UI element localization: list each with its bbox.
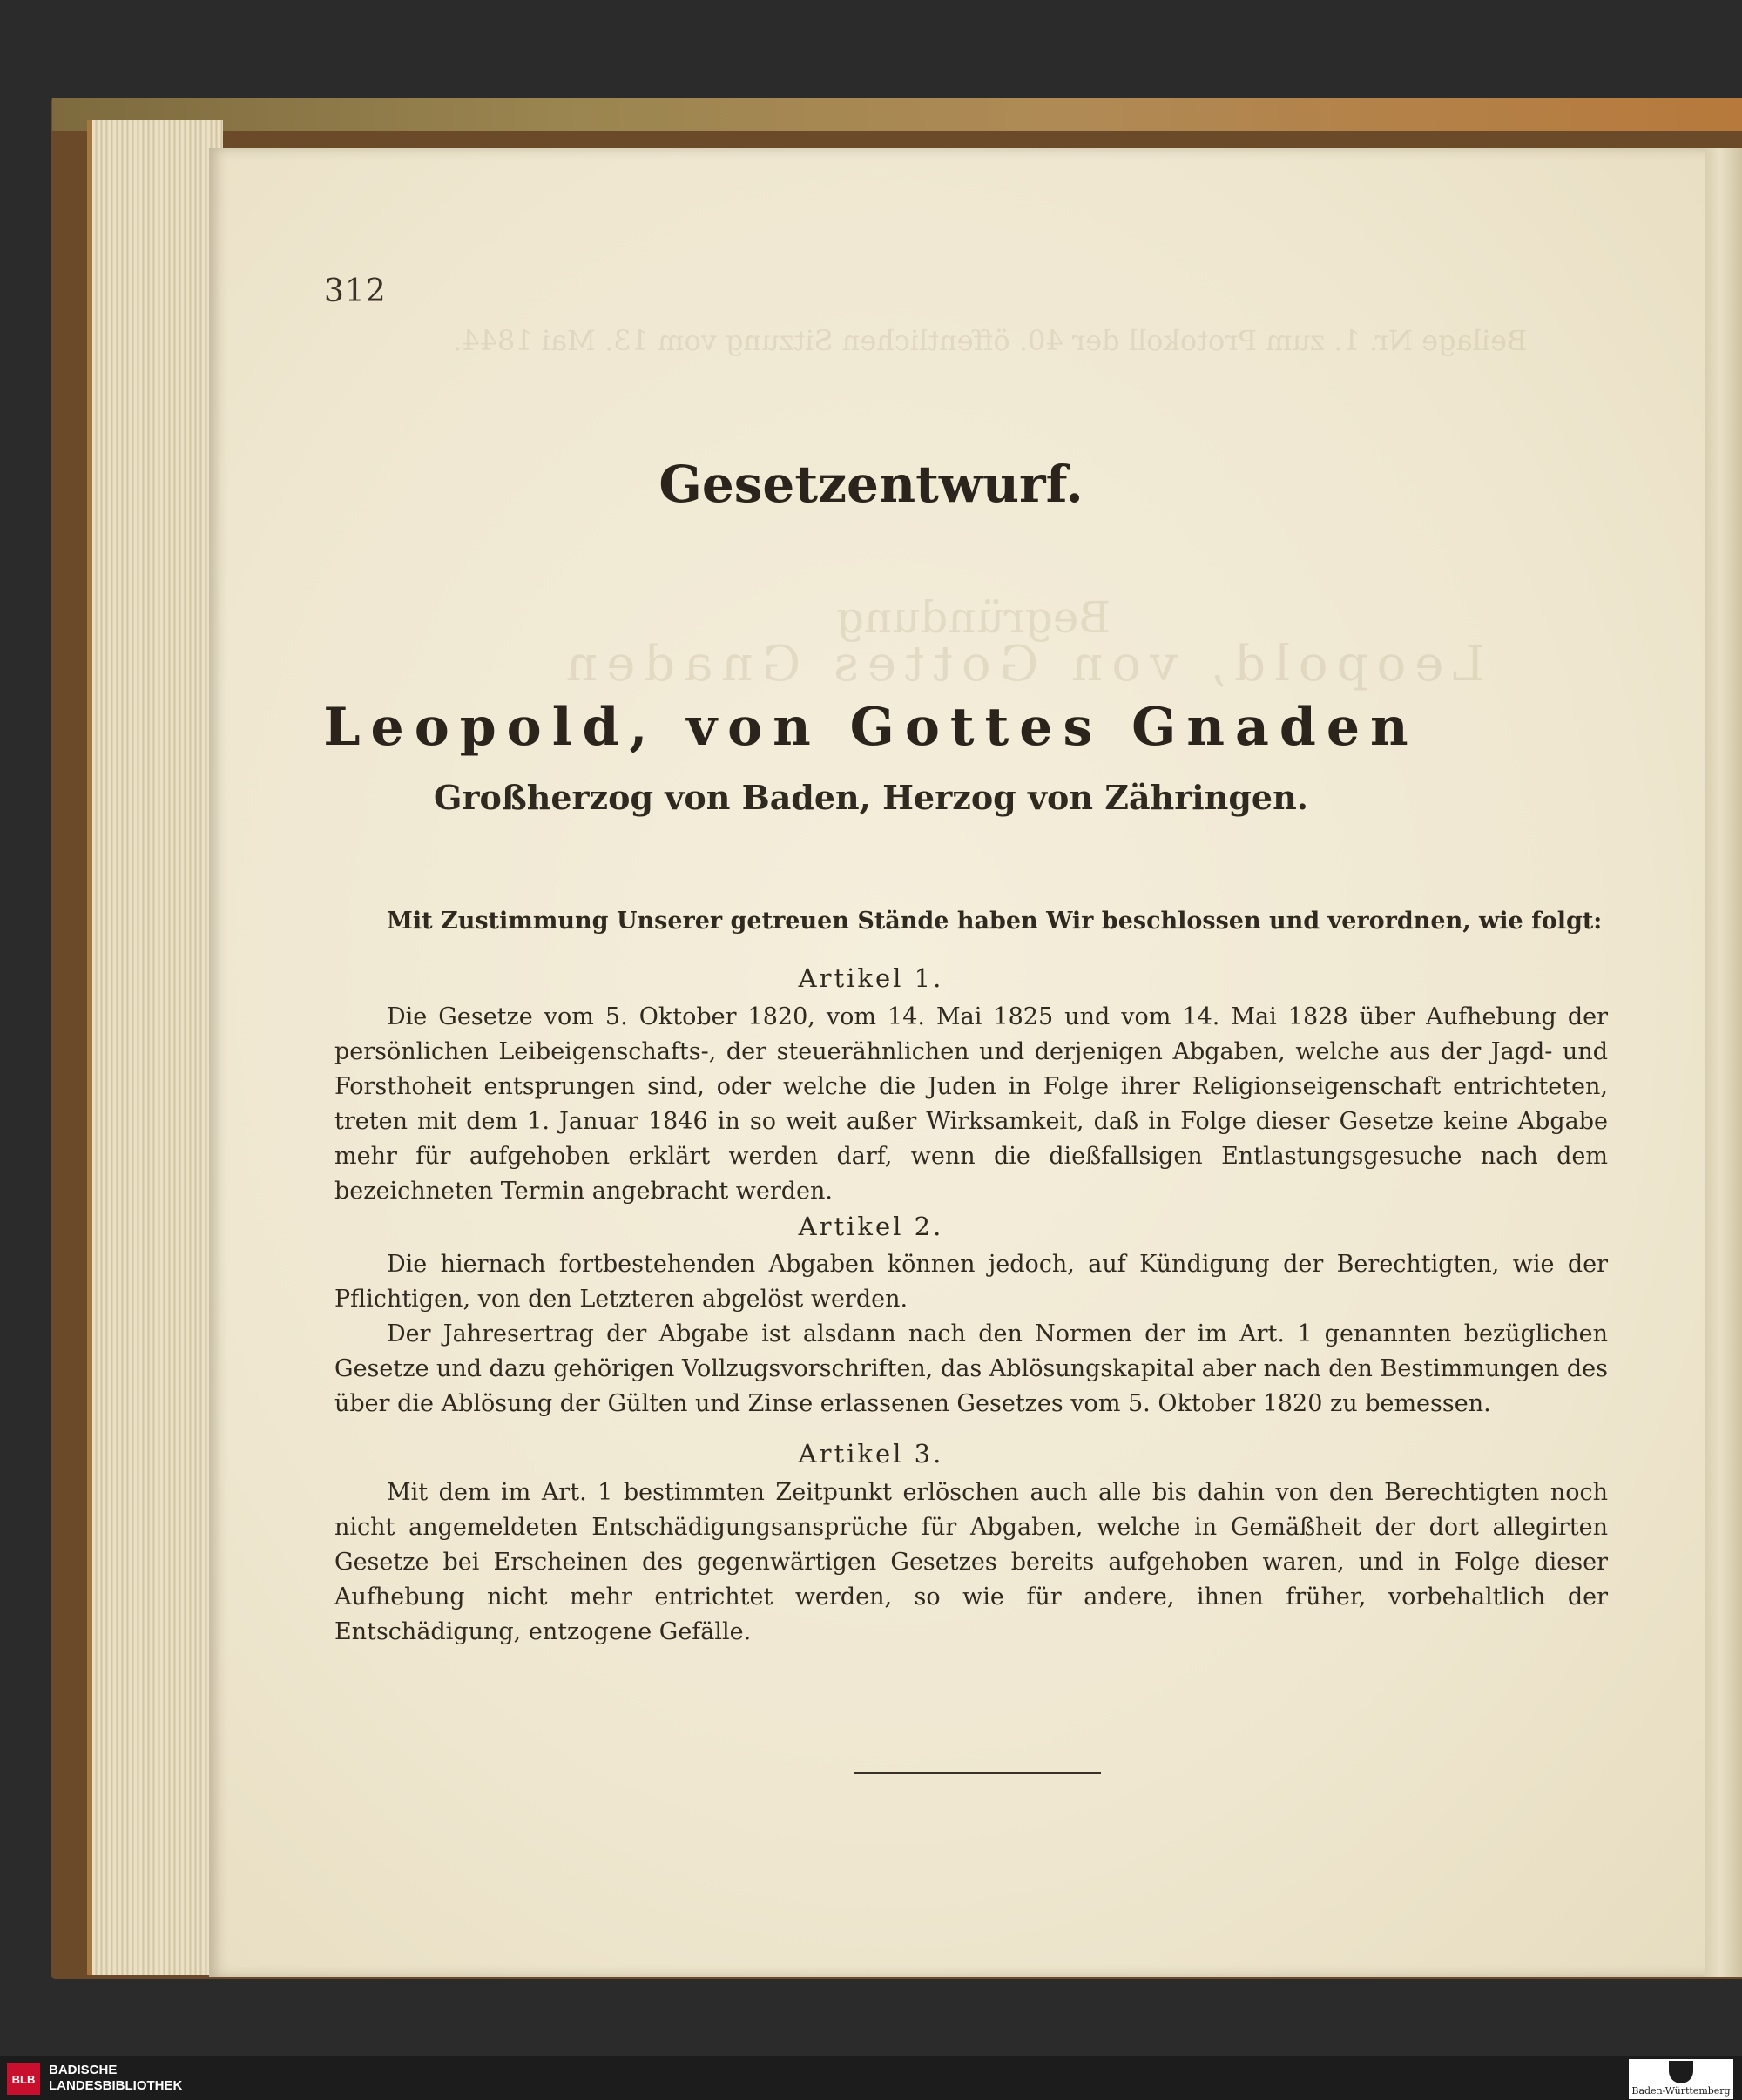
article-heading: Artikel 1. — [798, 963, 944, 993]
article-paragraph: Der Jahresertrag der Abgabe ist alsdann nach den Normen der im Art. 1 genannten bezüglichen Gesetze und dazu gehörigen Vollzugsvorschriften, das Ablösungskapital aber nach den Bestimmungen des über die Ablösung der Gülten und Zinse erlassenen Gesetzes vom 5. Oktober 1820 zu bemessen. — [334, 1320, 1608, 1417]
page-edges-stack — [87, 120, 223, 1975]
article-paragraph: Mit dem im Art. 1 bestimmten Zeitpunkt erlöschen auch alle bis dahin von den Berechtigten noch nicht angemeldeten Entschädigungsansprüche für Abgaben, welche in Gemäßheit der dort allegirten Gesetze bei Erscheinen des gegenwärtigen Gesetzes bereits aufgehoben waren, und in Folge dieser Aufhebung nicht mehr entrichtet werden, so wie für andere, ihnen früher, vorbehaltlich der Entschädigung, entzogene Gefälle. — [334, 1479, 1608, 1645]
main-heading: Leopold, von Gottes Gnaden — [323, 697, 1419, 758]
bleed-through-heading: Leopold, von Gottes Gnaden — [557, 636, 1485, 692]
article-heading: Artikel 2. — [798, 1212, 944, 1241]
facing-page-edge — [1705, 148, 1742, 1977]
end-rule — [854, 1772, 1101, 1774]
sub-heading: Großherzog von Baden, Herzog von Zähringen. — [434, 778, 1308, 817]
library-name-line1: BADISCHE — [49, 2063, 118, 2077]
blb-logo-icon[interactable]: BLB — [7, 2063, 40, 2095]
coat-of-arms-icon — [1669, 2061, 1693, 2083]
state-label: Baden-Württemberg — [1631, 2085, 1731, 2097]
viewer-footer-bar — [0, 2056, 1742, 2100]
bleed-through-header: Beilage Nr. 1. zum Protokoll der 40. öffentlichen Sitzung vom 13. Mai 1844. — [453, 324, 1528, 357]
article-heading: Artikel 3. — [798, 1439, 944, 1469]
library-name-line2: LANDESBIBLIOTHEK — [49, 2078, 183, 2093]
state-logo[interactable] — [1629, 2059, 1733, 2099]
page-number: 312 — [324, 273, 387, 309]
article-paragraph: Die Gesetze vom 5. Oktober 1820, vom 14. Mai 1825 und vom 14. Mai 1828 über Aufhebung der persönlichen Leibeigenschafts-, der steuerähnlichen und derjenigen Abgaben, welche aus der Jagd- und Forsthoheit entsprungen sind, oder welche die Juden in Folge ihrer Religionseigenschaft entrichteten, treten mit dem 1. Januar 1846 in so weit außer Wirksamkeit, daß in Folge dieser Gesetze keine Abgabe mehr für aufgehoben erklärt werden darf, wenn die dießfallsigen Entlastungsgesuche nach dem bezeichneten Termin angebracht werden. — [334, 1003, 1608, 1205]
library-name[interactable] — [49, 2063, 182, 2094]
article-paragraph: Die hiernach fortbestehenden Abgaben können jedoch, auf Kündigung der Berechtigten, wie der Pflichtigen, von den Letzteren abgelöst werden. — [334, 1251, 1608, 1313]
preamble: Mit Zustimmung Unserer getreuen Stände haben Wir beschlossen und verordnen, wie folgt: — [387, 908, 1603, 935]
document-title: Gesetzentwurf. — [658, 455, 1084, 514]
book-cover-top-edge — [52, 98, 1742, 131]
bleed-through-heading: Begründung — [836, 592, 1111, 643]
